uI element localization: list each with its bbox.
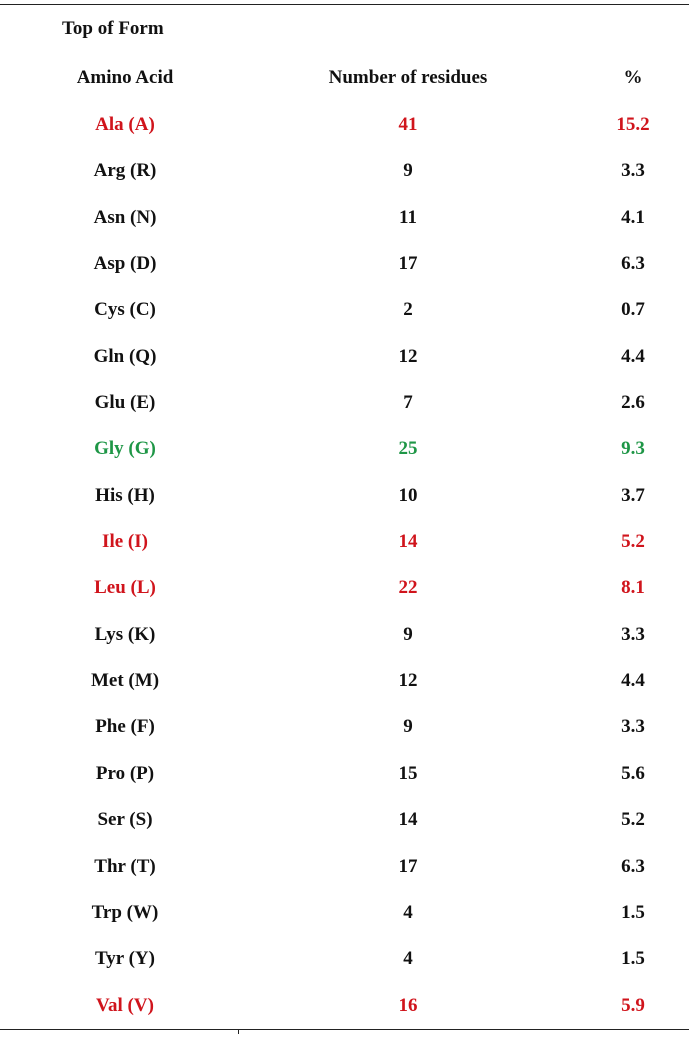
residues-cell: 9 xyxy=(403,160,413,182)
residues-cell: 17 xyxy=(398,855,418,877)
table-body xyxy=(0,108,689,1035)
residues-cell: 4 xyxy=(403,948,413,970)
table-row xyxy=(0,896,689,942)
table-row xyxy=(0,432,689,478)
percent-cell: 0.7 xyxy=(621,299,645,321)
residues-cell: 14 xyxy=(398,809,418,831)
amino-acid-cell: Trp (W) xyxy=(91,901,159,923)
amino-acid-cell: Asp (D) xyxy=(93,253,157,275)
percent-cell: 9.3 xyxy=(621,438,645,460)
table-row xyxy=(0,618,689,664)
percent-cell: 5.9 xyxy=(621,994,645,1016)
residues-cell: 12 xyxy=(398,345,418,367)
residues-cell: 9 xyxy=(403,716,413,738)
amino-acid-cell: Val (V) xyxy=(96,994,154,1016)
table-row xyxy=(0,201,689,247)
amino-acid-cell: Tyr (Y) xyxy=(95,948,155,970)
table-row xyxy=(0,757,689,803)
column-header-percent: % xyxy=(623,67,643,88)
percent-cell: 6.3 xyxy=(621,253,645,275)
column-header-amino-acid: Amino Acid xyxy=(76,67,174,88)
amino-acid-cell: Pro (P) xyxy=(95,762,155,784)
amino-acid-cell: His (H) xyxy=(95,484,155,506)
amino-acid-cell: Ala (A) xyxy=(95,114,155,135)
percent-cell: 4.4 xyxy=(621,670,645,692)
table-row xyxy=(0,942,689,988)
amino-acid-cell: Asn (N) xyxy=(93,206,157,228)
table-row xyxy=(0,803,689,849)
amino-acid-cell: Cys (C) xyxy=(94,299,156,321)
percent-cell: 3.3 xyxy=(621,716,645,738)
percent-cell: 1.5 xyxy=(621,901,645,923)
amino-acid-cell: Lys (K) xyxy=(94,623,156,645)
table-caption: Top of Form xyxy=(62,18,164,39)
table-bottom-rule xyxy=(0,1029,689,1030)
table-row xyxy=(0,850,689,896)
table-row xyxy=(0,479,689,525)
amino-acid-cell: Phe (F) xyxy=(95,716,155,738)
amino-acid-cell: Arg (R) xyxy=(93,160,157,182)
percent-cell: 3.7 xyxy=(621,484,645,506)
amino-acid-cell: Gln (Q) xyxy=(93,345,157,367)
percent-cell: 5.2 xyxy=(621,809,645,831)
table-top-rule xyxy=(0,4,689,5)
table-header-row xyxy=(0,64,689,92)
amino-acid-cell: Met (M) xyxy=(90,670,160,692)
amino-acid-cell: Thr (T) xyxy=(94,855,156,877)
table-row xyxy=(0,247,689,293)
residues-cell: 17 xyxy=(398,253,418,275)
table-row xyxy=(0,154,689,200)
residues-cell: 12 xyxy=(398,670,418,692)
table-row xyxy=(0,989,689,1035)
percent-cell: 4.1 xyxy=(621,206,645,228)
table-row xyxy=(0,571,689,617)
percent-cell: 8.1 xyxy=(621,577,645,599)
residues-cell: 4 xyxy=(403,901,413,923)
amino-acid-cell: Leu (L) xyxy=(94,577,156,599)
residues-cell: 10 xyxy=(398,484,418,506)
amino-acid-cell: Ile (I) xyxy=(102,531,148,553)
residues-cell: 7 xyxy=(403,392,413,414)
percent-cell: 3.3 xyxy=(621,160,645,182)
residues-cell: 11 xyxy=(399,206,417,228)
residues-cell: 15 xyxy=(398,762,418,784)
percent-cell: 4.4 xyxy=(621,345,645,367)
percent-cell: 1.5 xyxy=(621,948,645,970)
residues-cell: 41 xyxy=(398,114,418,135)
table-row xyxy=(0,525,689,571)
percent-cell: 5.6 xyxy=(621,762,645,784)
residues-cell: 14 xyxy=(398,531,418,553)
table-row xyxy=(0,340,689,386)
percent-cell: 15.2 xyxy=(616,114,650,135)
amino-acid-cell: Ser (S) xyxy=(97,809,153,831)
percent-cell: 3.3 xyxy=(621,623,645,645)
table-row xyxy=(0,108,689,154)
residues-cell: 2 xyxy=(403,299,413,321)
percent-cell: 6.3 xyxy=(621,855,645,877)
percent-cell: 2.6 xyxy=(621,392,645,414)
table-row xyxy=(0,710,689,756)
residues-cell: 25 xyxy=(398,438,418,460)
residues-cell: 16 xyxy=(398,994,418,1016)
residues-cell: 22 xyxy=(398,577,418,599)
amino-acid-cell: Glu (E) xyxy=(94,392,156,414)
table-row xyxy=(0,386,689,432)
amino-acid-cell: Gly (G) xyxy=(94,438,156,460)
table-row xyxy=(0,293,689,339)
bottom-rule-tick xyxy=(238,1030,239,1034)
percent-cell: 5.2 xyxy=(621,531,645,553)
residues-cell: 9 xyxy=(403,623,413,645)
column-header-residues: Number of residues xyxy=(328,67,488,88)
table-row xyxy=(0,664,689,710)
